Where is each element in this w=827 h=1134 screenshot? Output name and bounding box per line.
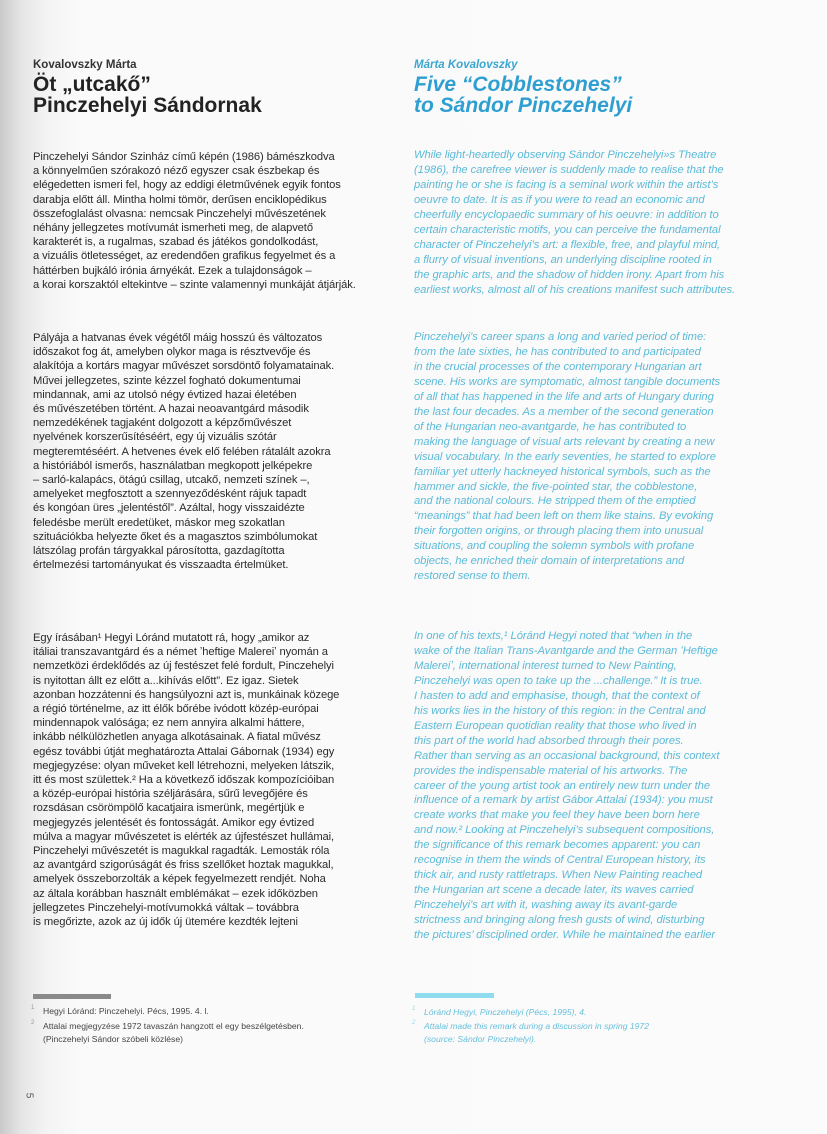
paragraph bbox=[33, 150, 356, 292]
text-line: and now.² Looking at Pinczehelyi’s subsequent compositions, bbox=[414, 824, 715, 837]
text-line: oeuvre to date. It is as if you were to read an economic and bbox=[414, 193, 705, 206]
text-line: – sarló-kalapács, ötágú csillag, utcakő, nemzeti színek –, bbox=[33, 474, 310, 487]
text-line: cheerfully encyclopaedic summary of his oeuvre: in addition to bbox=[414, 208, 719, 221]
text-line: “meanings” that had been left on them like stains. By evoking bbox=[414, 510, 714, 523]
text-line: amelyeket megfosztott a szennyeződésként rájuk tapadt bbox=[33, 488, 307, 501]
text-line: and the national colours. He stripped them of the emptied bbox=[414, 495, 696, 508]
text-line: earliest works, almost all of his creations manifest such attributes. bbox=[414, 283, 736, 296]
text-line: this part of the world had absorbed through their pores. bbox=[414, 734, 684, 747]
text-line: értelmezési tartományukat és visszaadta értelmüket. bbox=[33, 559, 289, 572]
text-line: in the crucial processes of the contemporary Hungarian art bbox=[414, 360, 702, 373]
paragraph bbox=[33, 631, 339, 929]
footnote-rule bbox=[415, 993, 494, 998]
text-line: Eastern European quotidian reality that those who lived in bbox=[414, 719, 697, 732]
text-line: from the late sixties, he has contributed to and participated bbox=[414, 345, 701, 358]
text-line: és művészetében történt. A hazai neoavantgárd második bbox=[33, 403, 309, 416]
text-line: nyelvének korszerűsítéséért, egy új vizuális szótár bbox=[33, 431, 277, 444]
footnotes bbox=[414, 1006, 649, 1046]
text-line: azonban hozzátenni és hangsúlyozni azt is, munkáinak közege bbox=[33, 688, 340, 701]
text-line: the last four decades. As a member of the second generation bbox=[414, 405, 714, 418]
text-line: az általa korábban használt emblémákat – ezek időközben bbox=[33, 887, 318, 900]
footnote-text: Attalai made this remark during a discussion in spring 1972 bbox=[424, 1021, 649, 1031]
text-line: Művei jellegzetes, szinte kézzel fogható dokumentumai bbox=[33, 374, 301, 387]
title-line: Pinczehelyi Sándornak bbox=[33, 94, 262, 117]
text-line: character of Pinczehelyi’s art: a flexible, free, and playful mind, bbox=[414, 238, 721, 251]
paragraph bbox=[414, 330, 720, 584]
footnote bbox=[414, 1006, 649, 1019]
text-line: his works lies in the history of this region: in the Central and bbox=[414, 704, 706, 717]
footnote-number: 2 bbox=[31, 1020, 35, 1026]
text-line: időszakot fog át, amelyben olykor maga is résztvevője és bbox=[33, 346, 311, 359]
text-line: Pályája a hatvanas évek végétől máig hosszú és változatos bbox=[33, 332, 323, 344]
text-line: thick air, and rusty rattletraps. When New Painting reached bbox=[414, 869, 703, 882]
text-line: recognise in them the winds of Central European history, its bbox=[414, 854, 706, 867]
text-line: inkább nélkülözhetlen anyaga alkotásainak. A fiatal művész bbox=[33, 731, 321, 744]
text-line: is megőrizte, azok az új idők új ütemére kezdték lejteni bbox=[33, 916, 298, 929]
text-line: visual vocabulary. In the early seventies, he started to explore bbox=[414, 450, 716, 463]
text-line: certain characteristic motifs, you can perceive the fundamental bbox=[414, 223, 721, 236]
paragraph bbox=[414, 148, 735, 298]
footnote bbox=[33, 1020, 304, 1046]
text-line: megjegyzése: olyan műveket kell létrehozni, melyeken látszik, bbox=[33, 759, 335, 772]
text-line: Malereiʼ, international interest turned to New Painting, bbox=[414, 659, 677, 672]
footnote bbox=[33, 1005, 304, 1018]
text-line: familiar yet utterly hackneyed historical symbols, such as the bbox=[414, 465, 711, 478]
footnote-text-continued: (source: Sándor Pinczehelyi). bbox=[424, 1034, 537, 1044]
text-line: az avantgárd szigorúságát és friss szellőket hoztak magukkal, bbox=[33, 859, 334, 872]
text-line: provides the indispensable material of his artworks. The bbox=[414, 764, 688, 777]
text-line: múlva a magyar művészetet is elérték az újfestészet hullámai, bbox=[33, 830, 335, 843]
author-name: Márta Kovalovszky bbox=[414, 59, 518, 71]
title-line: Öt „utcakő” bbox=[33, 73, 151, 96]
text-line: a régió történelme, az itt élők bőrébe ivódott közép-európai bbox=[33, 703, 319, 716]
text-line: Pinczehelyi művészetét is magukkal ragadták. Lemosták róla bbox=[33, 845, 330, 858]
text-line: mindennapok valósága; ez nem annyira alkalmi háttere, bbox=[33, 717, 305, 730]
text-line: amelyek összeborzolták a képek fegyelmezett rendjét. Noha bbox=[33, 873, 326, 886]
author-name: Kovalovszky Márta bbox=[33, 59, 137, 71]
text-line: megjegyzés jelentését és fontosságát. Amikor egy évtized bbox=[33, 816, 315, 829]
text-line: Pinczehelyi’s art with it, washing away its avant-garde bbox=[414, 899, 678, 912]
text-line: the significance of this remark becomes apparent: you can bbox=[414, 839, 701, 852]
text-line: (1986), the carefree viewer is suddenly made to realise that the bbox=[414, 163, 724, 176]
text-line: háttérben bujkáló irónia árnyékát. Ezek a tulajdonságok – bbox=[33, 264, 312, 277]
text-line: a közép-európai história széljárására, sűrű levegőjére és bbox=[33, 788, 308, 801]
text-line: of the Hungarian neo-avantgarde, he has contributed to bbox=[414, 420, 687, 433]
text-line: is nyitottan állt ez előtt a...kihívás előtt”. Ez igaz. Sietek bbox=[33, 674, 299, 687]
text-line: objects, he enriched their domain of interpretations and bbox=[414, 555, 685, 568]
footnote-number: 1 bbox=[412, 1006, 416, 1012]
text-line: a könnyelműen szórakozó néző egyszer csak észbekap és bbox=[33, 165, 320, 178]
footnotes bbox=[33, 1005, 304, 1046]
text-line: nemzetközi érdeklődés az új festészet felé fordult, Pinczehelyi bbox=[33, 660, 334, 673]
paragraph bbox=[414, 629, 719, 943]
text-line: elégedetten ismeri fel, hogy az eddigi életművének egyik fontos bbox=[33, 179, 341, 192]
text-line: career of the young artist took an entirely new turn under the bbox=[414, 779, 711, 792]
text-line: restored sense to them. bbox=[414, 570, 531, 583]
text-line: egész további útját meghatározta Attalai Gábornak (1934) egy bbox=[33, 745, 335, 758]
text-line: the pictures’ disciplined order. While he maintained the earlier bbox=[414, 929, 716, 942]
footnote-text: Hegyi Lóránd: Pinczehelyi. Pécs, 1995. 4. l. bbox=[43, 1006, 209, 1016]
text-line: itáliai transzavantgárd és a német ʼheftige Malereiʼ nyomán a bbox=[33, 646, 328, 659]
text-line: Pinczehelyi’s career spans a long and varied period of time: bbox=[414, 331, 707, 343]
text-line: a korai korszaktól eltekintve – szinte valamennyi munkáját átjárják. bbox=[33, 278, 356, 291]
text-line: itt és most születtek.² Ha a következő időszak kompozícióiban bbox=[33, 774, 335, 787]
text-line: wake of the Italian Trans-Avantgarde and the German ʻHeftige bbox=[414, 644, 718, 657]
text-line: their forgotten origins, or through placing them into unusual bbox=[414, 525, 704, 538]
footnote-number: 1 bbox=[31, 1005, 35, 1011]
text-line: of all that has happened in the life and arts of Hungary during bbox=[414, 390, 714, 403]
text-line: making the language of visual arts relevant by creating a new bbox=[414, 435, 715, 448]
text-line: karakterét is, a rugalmas, szabad és játékos gondolkodást, bbox=[33, 236, 319, 249]
text-line: painting he or she is facing is a seminal work within the artist’s bbox=[414, 178, 719, 191]
text-line: szituációkba helyezte őket és a magasztos szimbólumokat bbox=[33, 530, 318, 543]
footnote-text: Attalai megjegyzése 1972 tavaszán hangzott el egy beszélgetésben. bbox=[43, 1021, 304, 1031]
title-line: Five “Cobblestones” bbox=[414, 73, 622, 96]
text-line: influence of a remark by artist Gábor Attalai (1934): you must bbox=[414, 794, 713, 807]
paragraph bbox=[33, 331, 334, 572]
text-line: Pinczehelyi was open to take up the ...challenge.” It is true. bbox=[414, 674, 703, 687]
text-line: Pinczehelyi Sándor Szinház című képén (1986) bámészkodva bbox=[33, 151, 335, 163]
text-line: a flurry of visual inventions, an underlying discipline rooted in bbox=[414, 253, 712, 266]
text-line: In one of his texts,¹ Lóránd Hegyi noted that “when in the bbox=[414, 630, 693, 642]
text-line: scene. His works are symptomatic, almost tangible documents bbox=[414, 375, 721, 388]
text-line: darabja előtt áll. Mintha holmi tömör, derűsen enciklopédikus bbox=[33, 193, 327, 206]
text-line: While light-heartedly observing Sándor Pinczehelyi»s Theatre bbox=[414, 149, 717, 161]
text-line: create works that make you feel they have been born here bbox=[414, 809, 700, 822]
text-line: látszólag profán tárgyakkal párosította, gazdagította bbox=[33, 545, 285, 558]
text-line: rozsdásan csörömpölő kacatjaira ismerünk, megértjük e bbox=[33, 802, 305, 815]
footnote bbox=[414, 1020, 649, 1046]
text-line: the graphic arts, and the shadow of hidden irony. Apart from his bbox=[414, 268, 725, 281]
text-line: a históriából ismerős, használatban megkopott jelképekre bbox=[33, 459, 313, 472]
text-line: mindannak, ami az utolsó négy évtized hazai életében bbox=[33, 388, 297, 401]
footnote-text-continued: (Pinczehelyi Sándor szóbeli közlése) bbox=[43, 1034, 183, 1044]
footnote-rule bbox=[33, 994, 111, 999]
text-line: the Hungarian art scene a decade later, its waves carried bbox=[414, 884, 694, 897]
text-line: megteremtéséért. A hetvenes évek elő felében rátalált azokra bbox=[33, 445, 331, 458]
article-title bbox=[33, 74, 262, 116]
text-line: és kongóan üres „jelentéstől”. Azáltal, hogy visszaidézte bbox=[33, 502, 305, 515]
text-line: I hasten to add and emphasise, though, that the context of bbox=[414, 689, 700, 702]
text-line: situations, and coupling the solemn symbols with profane bbox=[414, 540, 695, 553]
text-line: feledésbe merült eredetüket, máskor meg szokatlan bbox=[33, 516, 285, 529]
text-line: Rather than serving as an occasional background, this context bbox=[414, 749, 720, 762]
text-line: strictness and bringing along fresh gusts of wind, disturbing bbox=[414, 914, 705, 927]
footnote-number: 2 bbox=[412, 1020, 416, 1026]
page-number: 5 bbox=[23, 1092, 35, 1099]
article-title bbox=[414, 74, 632, 116]
text-line: összefoglalást olvasna: nemcsak Pinczehelyi művészetének bbox=[33, 207, 326, 220]
text-line: nemzedékének tagjaként dolgozott a képzőművészet bbox=[33, 417, 292, 430]
text-line: a vizuális ötletességet, az eredendően grafikus fegyelmet és a bbox=[33, 250, 336, 263]
text-line: néhány jellegzetes motívumát ismerheti meg, de alapvető bbox=[33, 222, 313, 235]
text-line: alakítója a kortárs magyar művészet sorsdöntő folyamatainak. bbox=[33, 360, 335, 373]
title-line: to Sándor Pinczehelyi bbox=[414, 94, 633, 117]
footnote-text: Lóránd Hegyi, Pinczehelyi (Pécs, 1995), 4. bbox=[424, 1007, 587, 1017]
text-line: Egy írásában¹ Hegyi Lóránd mutatott rá, hogy „amikor az bbox=[33, 632, 310, 644]
text-line: hammer and sickle, the five-pointed star, the cobblestone, bbox=[414, 480, 698, 493]
text-line: jellegzetes Pinczehelyi-motívumokká váltak – továbbra bbox=[33, 901, 299, 914]
